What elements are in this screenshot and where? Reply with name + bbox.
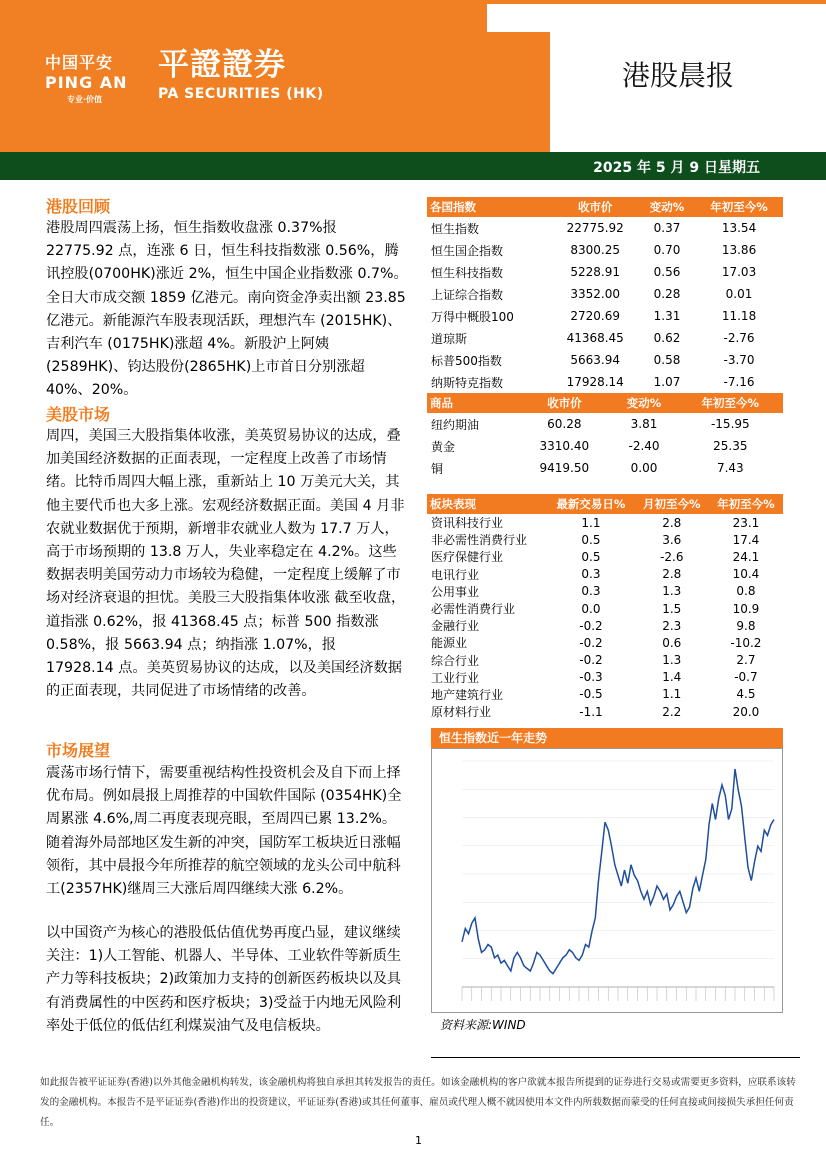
row-value: 0.01 xyxy=(725,287,753,301)
hsi-chart xyxy=(431,748,783,1013)
row-value: 10.4 xyxy=(732,567,760,582)
index-row xyxy=(427,305,783,327)
sector-row xyxy=(427,583,783,600)
commodity-row xyxy=(427,435,783,457)
row-value: 2.3 xyxy=(662,618,682,633)
report-title: 港股晨报 xyxy=(622,59,735,92)
row-value: 2.8 xyxy=(662,567,682,582)
row-label: 上证综合指数 xyxy=(431,287,504,302)
sector-row xyxy=(427,514,783,531)
row-value: 1.3 xyxy=(662,653,682,668)
row-value: 1.1 xyxy=(662,687,682,702)
section-title-hk-review: 港股回顾 xyxy=(46,197,111,216)
commodity-row xyxy=(427,457,783,479)
pingan-logo xyxy=(45,50,128,105)
row-value: -3.70 xyxy=(723,353,755,367)
table-header: 收市价 xyxy=(518,393,610,413)
table-header: 各国指数 xyxy=(427,197,551,217)
row-value: 60.28 xyxy=(547,417,582,431)
logo-slogan: 专业·价值 xyxy=(67,95,103,104)
row-value: -0.2 xyxy=(579,635,603,650)
section-title-us-market: 美股市场 xyxy=(46,405,111,424)
row-value: 4.5 xyxy=(736,687,756,702)
row-value: 0.00 xyxy=(630,461,658,475)
row-value: 0.62 xyxy=(653,331,681,345)
index-row xyxy=(427,239,783,261)
row-value: 2.2 xyxy=(662,704,682,719)
sector-row xyxy=(427,566,783,583)
paragraph-us-market: 周四，美国三大股指集体收涨，美英贸易协议的达成，叠加美国经济数据的正面表现，一定程度上改善了市场情绪。比特币周四大幅上涨，重新站上 10 万美元大关，其他主要代币也大多上涨。宏观经济数据正面。美国 4 月非农就业数据优于预期，新增非农就业人数为 17.7 万人，高于市场预期的 13.8 万人，失业率稳定在 4.2%。这些数据表明美国劳动力市场较为稳健，一定程度上缓解了市场对经济衰退的担忧。美股三大股指集体收涨 截至收盘，道指涨 0.62%，报 41368.45 点；标普 500 指数涨 0.58%，报 5663.94 点；纳指涨 1.07%，报 17928.14 点。美英贸易协议的达成，以及美国经济数据的正面表现，共同促进了市场情绪的改善。 xyxy=(46,428,406,700)
row-value: 0.56 xyxy=(653,265,681,279)
row-value: 17928.14 xyxy=(566,375,624,389)
report-header xyxy=(0,0,826,152)
row-value: 11.18 xyxy=(721,309,757,323)
row-value: 0.28 xyxy=(653,287,681,301)
row-label: 电讯行业 xyxy=(431,567,480,582)
row-label: 能源业 xyxy=(431,636,468,651)
row-label: 黄金 xyxy=(431,439,456,454)
row-label: 恒生国企指数 xyxy=(431,243,504,258)
row-value: 1.5 xyxy=(662,601,682,616)
row-value: -2.40 xyxy=(628,439,660,453)
table-header: 月初至今% xyxy=(635,494,709,514)
row-value: 2.8 xyxy=(662,515,682,530)
row-label: 综合行业 xyxy=(431,653,480,668)
row-label: 恒生科技指数 xyxy=(431,265,504,280)
row-label: 必需性消费行业 xyxy=(431,602,516,617)
logo-cn: 中国平安 xyxy=(45,53,114,72)
row-label: 标普500指数 xyxy=(431,353,502,368)
row-value: 17.03 xyxy=(721,265,757,279)
sector-row xyxy=(427,669,783,686)
row-value: 2.7 xyxy=(736,653,756,668)
row-label: 纳斯特克指数 xyxy=(431,375,504,390)
row-value: 0.3 xyxy=(581,584,601,599)
row-value: -7.16 xyxy=(723,375,755,389)
row-value: 22775.92 xyxy=(566,221,624,235)
index-row xyxy=(427,261,783,283)
row-value: -0.2 xyxy=(579,653,603,668)
paragraph-hk-review: 港股周四震荡上扬，恒生指数收盘涨 0.37%报 22775.92 点，连涨 6 日，恒生科技指数涨 0.56%，腾讯控股(0700HK)涨近 2%，恒生中国企业指数涨 0.7%。全日大市成交额 1859 亿港元。南向资金净卖出额 23.85 亿港元。新能源汽车股表现活跃，理想汽车 (2015HK)、吉利汽车 (0175HK)涨超 4%。新股沪上阿姨(2589HK)、钧达股份(2865HK)上市首日分别涨超 40%、20%。 xyxy=(46,220,408,399)
commodity-row xyxy=(427,413,783,435)
row-value: 13.54 xyxy=(721,221,757,235)
row-value: 0.3 xyxy=(581,567,601,582)
row-value: -0.3 xyxy=(579,670,603,685)
row-label: 公用事业 xyxy=(431,584,480,599)
index-row xyxy=(427,217,783,239)
chart-title: 恒生指数近一年走势 xyxy=(431,728,783,748)
row-value: -0.5 xyxy=(579,687,603,702)
row-value: 1.07 xyxy=(653,375,681,389)
chart-svg xyxy=(432,749,782,1012)
row-label: 资讯科技行业 xyxy=(431,516,504,531)
report-date: 2025 年 5 月 9 日星期五 xyxy=(593,160,760,176)
chart-source: 资料来源:WIND xyxy=(440,1018,526,1032)
table-header: 最新交易日% xyxy=(547,494,635,514)
row-label: 金融行业 xyxy=(431,619,480,634)
row-value: -2.76 xyxy=(723,331,755,345)
index-table xyxy=(427,197,783,393)
row-label: 地产建筑行业 xyxy=(431,687,504,702)
sector-row xyxy=(427,600,783,617)
row-value: 3310.40 xyxy=(539,439,590,453)
row-value: 1.1 xyxy=(581,515,601,530)
row-value: 2720.69 xyxy=(570,309,620,323)
commodity-table xyxy=(427,393,783,479)
sector-table xyxy=(427,494,783,720)
row-value: 17.4 xyxy=(732,532,760,547)
paragraph-outlook-2: 以中国资产为核心的港股低估值优势再度凸显，建议继续关注：1)人工智能、机器人、半导体、工业软件等新质生产力等科技板块；2)政策加力支持的创新医药板块以及具有消费属性的中医药和医疗板块；3)受益于内地无风险利率处于低位的低估红利煤炭油气及电信板块。 xyxy=(46,925,402,1034)
row-value: 10.9 xyxy=(732,601,760,616)
row-value: -15.95 xyxy=(710,417,750,431)
table-header: 年初至今% xyxy=(678,393,783,413)
row-value: 1.31 xyxy=(653,309,681,323)
row-value: 0.5 xyxy=(581,532,601,547)
row-value: 9.8 xyxy=(736,618,756,633)
sector-row xyxy=(427,531,783,548)
brand-en: PA SECURITIES (HK) xyxy=(158,86,324,102)
row-label: 铜 xyxy=(431,461,444,476)
row-value: 1.3 xyxy=(662,584,682,599)
hsi-series-line xyxy=(462,769,774,974)
row-label: 医疗保健行业 xyxy=(431,550,504,565)
table-header: 年初至今% xyxy=(709,494,783,514)
row-label: 非必需性消费行业 xyxy=(431,533,528,548)
section-title-outlook: 市场展望 xyxy=(46,741,111,760)
row-value: -2.6 xyxy=(660,549,684,564)
sector-row xyxy=(427,652,783,669)
row-value: 13.86 xyxy=(721,243,757,257)
row-label: 万得中概股100 xyxy=(431,309,514,324)
sector-row xyxy=(427,617,783,634)
row-value: 41368.45 xyxy=(566,331,624,345)
paragraph-outlook-1: 震荡市场行情下，需要重视结构性投资机会及自下而上择优布局。例如晨报上周推荐的中国软件国际 (0354HK)全周累涨 4.6%,周二再度表现亮眼，至周四已累 13.2%。随着海外局部地区发生新的冲突，国防军工板块近日涨幅领衔，其中晨报今年所推荐的航空领域的龙头公司中航科工(2357HK)继周三大涨后周四继续大涨 6.2%。 xyxy=(46,765,402,898)
logo-en: PING AN xyxy=(45,73,128,92)
row-value: -0.7 xyxy=(734,670,758,685)
date-bar xyxy=(0,152,826,180)
row-value: 0.70 xyxy=(653,243,681,257)
row-label: 工业行业 xyxy=(431,670,480,685)
row-value: 25.35 xyxy=(713,439,748,453)
row-value: 20.0 xyxy=(732,704,760,719)
row-value: 7.43 xyxy=(716,461,744,475)
row-value: 24.1 xyxy=(732,549,760,564)
page-number: 1 xyxy=(415,1134,422,1147)
row-value: -1.1 xyxy=(579,704,603,719)
row-label: 原材料行业 xyxy=(431,705,492,720)
index-row xyxy=(427,327,783,349)
row-value: 0.8 xyxy=(736,584,756,599)
sector-row xyxy=(427,548,783,565)
index-row xyxy=(427,371,783,393)
row-value: 0.58 xyxy=(653,353,681,367)
row-value: 9419.50 xyxy=(539,461,590,475)
pa-securities-logo xyxy=(158,48,324,102)
row-value: 8300.25 xyxy=(570,243,620,257)
header-white-strip xyxy=(487,4,826,32)
row-value: 0.37 xyxy=(653,221,681,235)
row-label: 道琼斯 xyxy=(431,331,468,346)
index-row xyxy=(427,349,783,371)
table-header: 收市价 xyxy=(551,197,639,217)
row-label: 恒生指数 xyxy=(431,221,480,236)
index-row xyxy=(427,283,783,305)
disclaimer: 如此报告被平证证券(香港)以外其他金融机构转发，该金融机构将独自承担其转发报告的责任。如该金融机构的客户欲就本报告所提到的证券进行交易或需要更多资料，应联系该转发的金融机构。本报告不是平证证券(香港)作出的投资建议，平证证券(香港)或其任何董事、雇员或代理人概不就因使用本文件内所载数据而蒙受的任何直接或间接损失承担任何责任。 xyxy=(40,1077,796,1128)
table-header: 年初至今% xyxy=(695,197,783,217)
row-value: -0.2 xyxy=(579,618,603,633)
table-header: 商品 xyxy=(427,393,518,413)
row-label: 纽约期油 xyxy=(431,417,480,432)
sector-row xyxy=(427,686,783,703)
row-value: 23.1 xyxy=(732,515,760,530)
row-value: 1.4 xyxy=(662,670,682,685)
sector-row xyxy=(427,703,783,720)
table-header: 变动% xyxy=(639,197,695,217)
row-value: 5663.94 xyxy=(570,353,620,367)
row-value: 3.6 xyxy=(662,532,682,547)
table-header: 变动% xyxy=(610,393,677,413)
row-value: -10.2 xyxy=(730,635,762,650)
row-value: 0.5 xyxy=(581,549,601,564)
row-value: 0.6 xyxy=(662,635,682,650)
row-value: 3.81 xyxy=(630,417,658,431)
table-header: 板块表现 xyxy=(427,494,547,514)
row-value: 0.0 xyxy=(581,601,601,616)
brand-cn: 平證證券 xyxy=(158,47,286,83)
row-value: 5228.91 xyxy=(570,265,620,279)
sector-row xyxy=(427,634,783,651)
row-value: 3352.00 xyxy=(570,287,620,301)
divider xyxy=(431,1057,800,1058)
